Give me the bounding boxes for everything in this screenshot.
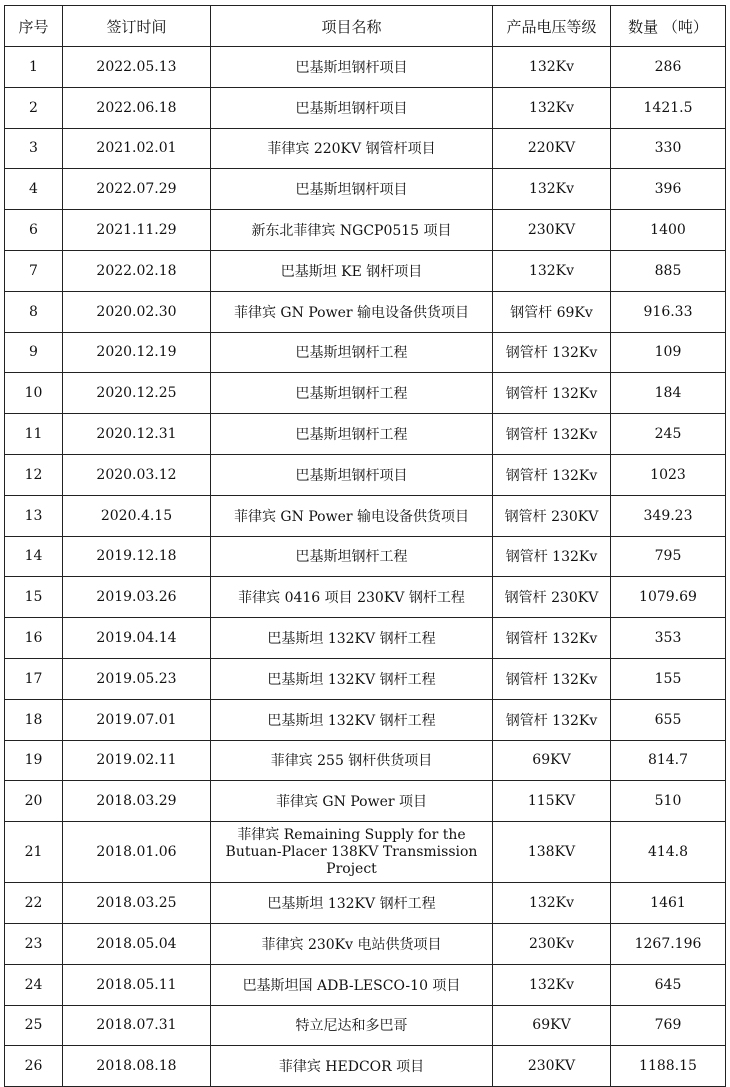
header-date: 签订时间 (63, 6, 211, 47)
table-row (5, 781, 726, 822)
cell-no: 15 (5, 577, 63, 618)
table-row (5, 923, 726, 964)
cell-project: 巴基斯坦钢杆项目 (211, 454, 493, 495)
cell-no: 7 (5, 250, 63, 291)
header-project: 项目名称 (211, 6, 493, 47)
cell-date: 2019.03.26 (63, 577, 211, 618)
cell-voltage: 115KV (493, 781, 611, 822)
table-row (5, 250, 726, 291)
cell-no: 10 (5, 373, 63, 414)
cell-project: 巴基斯坦钢杆工程 (211, 414, 493, 455)
cell-date: 2019.04.14 (63, 618, 211, 659)
cell-voltage: 132Kv (493, 964, 611, 1005)
cell-date: 2018.05.04 (63, 923, 211, 964)
cell-project: 菲律宾 GN Power 输电设备供货项目 (211, 495, 493, 536)
cell-quantity: 795 (611, 536, 726, 577)
cell-project: 菲律宾 220KV 钢管杆项目 (211, 128, 493, 169)
cell-quantity: 1400 (611, 210, 726, 251)
cell-quantity: 245 (611, 414, 726, 455)
cell-voltage: 230KV (493, 210, 611, 251)
cell-no: 3 (5, 128, 63, 169)
cell-no: 25 (5, 1005, 63, 1046)
cell-date: 2022.07.29 (63, 169, 211, 210)
table-row (5, 618, 726, 659)
cell-no: 8 (5, 291, 63, 332)
cell-project: 巴基斯坦国 ADB-LESCO-10 项目 (211, 964, 493, 1005)
cell-quantity: 1421.5 (611, 87, 726, 128)
cell-quantity: 1267.196 (611, 923, 726, 964)
cell-project: 菲律宾 GN Power 输电设备供货项目 (211, 291, 493, 332)
cell-voltage: 钢管杆 132Kv (493, 332, 611, 373)
cell-project: 巴基斯坦钢杆项目 (211, 47, 493, 88)
cell-project: 菲律宾 255 钢杆供货项目 (211, 740, 493, 781)
cell-project: 特立尼达和多巴哥 (211, 1005, 493, 1046)
table-row (5, 1046, 726, 1087)
cell-voltage: 69KV (493, 740, 611, 781)
cell-quantity: 916.33 (611, 291, 726, 332)
cell-voltage: 132Kv (493, 47, 611, 88)
cell-quantity: 286 (611, 47, 726, 88)
table-row (5, 1005, 726, 1046)
cell-no: 20 (5, 781, 63, 822)
cell-date: 2018.07.31 (63, 1005, 211, 1046)
cell-quantity: 769 (611, 1005, 726, 1046)
cell-date: 2021.11.29 (63, 210, 211, 251)
cell-voltage: 230Kv (493, 923, 611, 964)
cell-voltage: 69KV (493, 1005, 611, 1046)
cell-quantity: 1023 (611, 454, 726, 495)
cell-quantity: 155 (611, 658, 726, 699)
cell-date: 2018.05.11 (63, 964, 211, 1005)
cell-no: 23 (5, 923, 63, 964)
cell-quantity: 109 (611, 332, 726, 373)
cell-no: 9 (5, 332, 63, 373)
cell-voltage: 132Kv (493, 883, 611, 924)
cell-project: 新东北菲律宾 NGCP0515 项目 (211, 210, 493, 251)
cell-project: 巴基斯坦 132KV 钢杆工程 (211, 618, 493, 659)
cell-no: 17 (5, 658, 63, 699)
cell-no: 26 (5, 1046, 63, 1087)
cell-date: 2020.03.12 (63, 454, 211, 495)
cell-project: 巴基斯坦钢杆项目 (211, 169, 493, 210)
cell-quantity: 1461 (611, 883, 726, 924)
table-row (5, 822, 726, 883)
cell-voltage: 钢管杆 230KV (493, 577, 611, 618)
cell-quantity: 885 (611, 250, 726, 291)
cell-no: 21 (5, 822, 63, 883)
cell-date: 2021.02.01 (63, 128, 211, 169)
table-row (5, 964, 726, 1005)
cell-quantity: 396 (611, 169, 726, 210)
cell-quantity: 349.23 (611, 495, 726, 536)
cell-voltage: 钢管杆 132Kv (493, 414, 611, 455)
cell-no: 13 (5, 495, 63, 536)
header-no: 序号 (5, 6, 63, 47)
cell-voltage: 钢管杆 132Kv (493, 618, 611, 659)
cell-voltage: 132Kv (493, 250, 611, 291)
header-quantity: 数量 （吨） (611, 6, 726, 47)
table-body (5, 47, 726, 1087)
cell-project: 菲律宾 0416 项目 230KV 钢杆工程 (211, 577, 493, 618)
cell-voltage: 钢管杆 132Kv (493, 373, 611, 414)
cell-quantity: 1188.15 (611, 1046, 726, 1087)
table-row (5, 169, 726, 210)
cell-date: 2018.03.29 (63, 781, 211, 822)
table-row (5, 536, 726, 577)
cell-no: 24 (5, 964, 63, 1005)
cell-no: 19 (5, 740, 63, 781)
cell-quantity: 330 (611, 128, 726, 169)
table-row (5, 740, 726, 781)
cell-no: 2 (5, 87, 63, 128)
cell-voltage: 钢管杆 132Kv (493, 658, 611, 699)
table-row (5, 699, 726, 740)
cell-date: 2018.01.06 (63, 822, 211, 883)
cell-quantity: 353 (611, 618, 726, 659)
cell-quantity: 184 (611, 373, 726, 414)
cell-quantity: 510 (611, 781, 726, 822)
cell-project: 菲律宾 HEDCOR 项目 (211, 1046, 493, 1087)
cell-date: 2020.12.19 (63, 332, 211, 373)
table-row (5, 414, 726, 455)
cell-date: 2019.07.01 (63, 699, 211, 740)
cell-project: 菲律宾 Remaining Supply for the Butuan-Placer 138KV Transmission Project (211, 822, 493, 883)
cell-voltage: 230KV (493, 1046, 611, 1087)
cell-no: 4 (5, 169, 63, 210)
cell-voltage: 钢管杆 132Kv (493, 699, 611, 740)
table-row (5, 47, 726, 88)
cell-no: 18 (5, 699, 63, 740)
cell-date: 2022.06.18 (63, 87, 211, 128)
cell-date: 2020.02.30 (63, 291, 211, 332)
cell-project: 巴基斯坦 132KV 钢杆工程 (211, 658, 493, 699)
cell-voltage: 132Kv (493, 87, 611, 128)
cell-date: 2020.12.25 (63, 373, 211, 414)
table-row (5, 454, 726, 495)
cell-date: 2019.02.11 (63, 740, 211, 781)
cell-project: 巴基斯坦钢杆项目 (211, 87, 493, 128)
cell-project: 巴基斯坦 132KV 钢杆工程 (211, 883, 493, 924)
cell-voltage: 钢管杆 230KV (493, 495, 611, 536)
cell-project: 巴基斯坦钢杆工程 (211, 373, 493, 414)
cell-voltage: 钢管杆 132Kv (493, 454, 611, 495)
header-voltage: 产品电压等级 (493, 6, 611, 47)
cell-no: 12 (5, 454, 63, 495)
table-row (5, 658, 726, 699)
cell-date: 2019.12.18 (63, 536, 211, 577)
table-row (5, 291, 726, 332)
cell-voltage: 138KV (493, 822, 611, 883)
table-row (5, 87, 726, 128)
table-row (5, 883, 726, 924)
cell-project: 菲律宾 GN Power 项目 (211, 781, 493, 822)
table-row (5, 495, 726, 536)
cell-quantity: 655 (611, 699, 726, 740)
cell-date: 2022.02.18 (63, 250, 211, 291)
table-row (5, 210, 726, 251)
cell-quantity: 645 (611, 964, 726, 1005)
cell-voltage: 132Kv (493, 169, 611, 210)
table-row (5, 373, 726, 414)
cell-no: 6 (5, 210, 63, 251)
cell-date: 2018.03.25 (63, 883, 211, 924)
header-row (5, 6, 726, 47)
table-row (5, 332, 726, 373)
cell-project: 巴基斯坦 132KV 钢杆工程 (211, 699, 493, 740)
cell-project: 巴基斯坦 KE 钢杆项目 (211, 250, 493, 291)
cell-date: 2019.05.23 (63, 658, 211, 699)
cell-no: 22 (5, 883, 63, 924)
cell-quantity: 1079.69 (611, 577, 726, 618)
cell-project: 菲律宾 230Kv 电站供货项目 (211, 923, 493, 964)
cell-no: 14 (5, 536, 63, 577)
cell-no: 16 (5, 618, 63, 659)
cell-quantity: 814.7 (611, 740, 726, 781)
cell-no: 11 (5, 414, 63, 455)
table-row (5, 577, 726, 618)
cell-project: 巴基斯坦钢杆工程 (211, 332, 493, 373)
cell-project: 巴基斯坦钢杆工程 (211, 536, 493, 577)
project-table (4, 5, 726, 1087)
cell-voltage: 220KV (493, 128, 611, 169)
cell-date: 2020.12.31 (63, 414, 211, 455)
cell-voltage: 钢管杆 69Kv (493, 291, 611, 332)
cell-quantity: 414.8 (611, 822, 726, 883)
cell-date: 2018.08.18 (63, 1046, 211, 1087)
cell-date: 2022.05.13 (63, 47, 211, 88)
table-row (5, 128, 726, 169)
cell-no: 1 (5, 47, 63, 88)
cell-date: 2020.4.15 (63, 495, 211, 536)
cell-voltage: 钢管杆 132Kv (493, 536, 611, 577)
